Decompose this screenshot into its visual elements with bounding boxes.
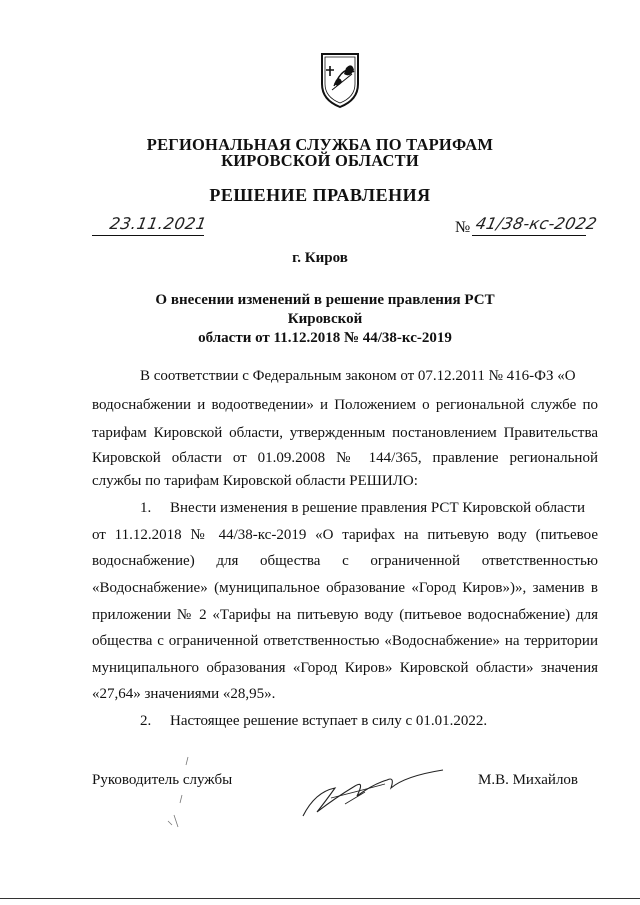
body-text-line: тарифам Кировской области, утвержденным постановлением Правительства [92,425,598,441]
body-text-line: «Водоснабжение» (муниципальное образование «Город Киров»)», заменив в [92,580,598,596]
coat-of-arms-icon [316,50,364,110]
body-text-line: муниципального образования «Город Киров» Кировской области» значения [92,660,598,676]
body-text-line: 1. Внести изменения в решение правления РСТ Кировской области [140,500,585,516]
body-text-line: «27,64» значениями «28,95». [92,686,276,702]
handwritten-date: 23.11.2021 [108,214,209,233]
subject-line-2: области от 11.12.2018 № 44/38-кс-2019 [198,330,452,346]
handwritten-document-number: 41/38-кс-2022 [473,214,599,233]
body-text-line: от 11.12.2018 № 44/38-кс-2019 «О тарифах на питьевую воду (питьевое [92,527,598,543]
document-type-title: РЕШЕНИЕ ПРАВЛЕНИЯ [209,185,431,205]
body-text-line: 2. Настоящее решение вступает в силу с 01.01.2022. [140,713,488,729]
body-text-line: общества с ограниченной ответственностью «Водоснабжение» на территории [92,633,598,649]
faint-stamp-marks [160,755,200,835]
organization-name-line-2: КИРОВСКОЙ ОБЛАСТИ [221,151,419,170]
body-text-line: приложении № 2 «Тарифы на питьевую воду (питьевое водоснабжение) для [92,607,598,623]
body-text-line: водоснабжение) для общества с ограниченной ответственностью [92,553,598,569]
number-sign: № [455,219,471,236]
body-text-line: В соответствии с Федеральным законом от 07.12.2011 № 416-ФЗ «О [140,368,576,384]
subject-line-1: О внесении изменений в решение правления РСТ Кировской [155,292,495,327]
signatory-name: М.В. Михайлов [478,772,579,788]
city-name: г. Киров [292,250,348,266]
organization-name-line-1: РЕГИОНАЛЬНАЯ СЛУЖБА ПО ТАРИФАМ [146,135,494,154]
body-text-line: водоснабжении и водоотведении» и Положением о региональной службе по [92,397,598,413]
body-text-line: службы по тарифам Кировской области РЕШИЛО: [92,473,418,489]
page-bottom-rule [0,898,640,899]
signatory-position: Руководитель службы [92,772,233,788]
document-subject [130,291,520,348]
handwritten-signature [295,762,445,822]
body-text-line: Кировской области от 01.09.2008 № 144/365, правление региональной [92,450,598,466]
